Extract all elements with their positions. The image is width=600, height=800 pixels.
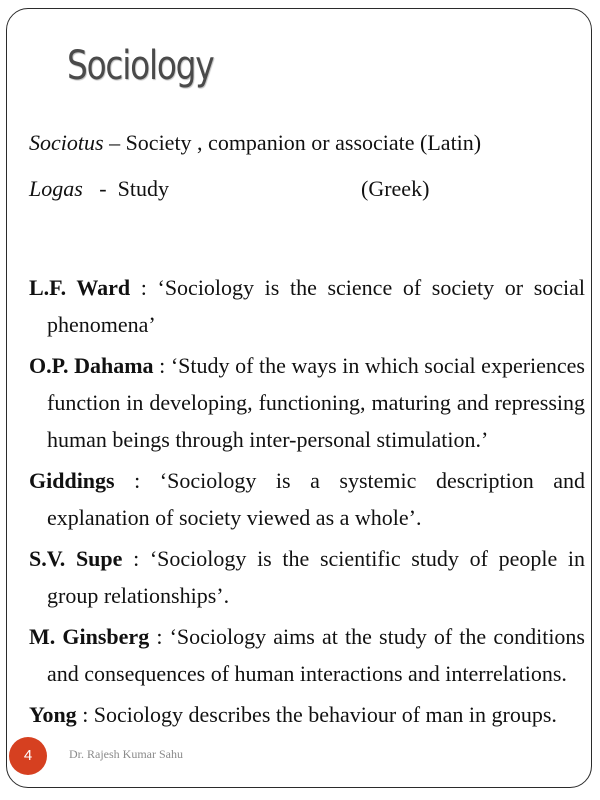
definition-text: : ‘Sociology is the scientific study of people in group relationships’. xyxy=(47,546,585,608)
author-name: O.P. Dahama xyxy=(29,353,154,378)
definition-text: : Sociology describes the behaviour of man in groups. xyxy=(76,702,557,727)
author-name: Yong xyxy=(29,702,77,727)
author-name: M. Ginsberg xyxy=(29,624,150,649)
definition-text: : ‘Sociology is a systemic description and explanation of society viewed as a whole’. xyxy=(47,468,585,530)
etymology-row xyxy=(29,129,585,175)
author-name: S.V. Supe xyxy=(29,546,123,571)
author-name: Giddings xyxy=(29,468,115,493)
etymology-separator: – xyxy=(103,130,126,155)
etymology-term: Logas xyxy=(29,176,83,201)
definition-ward xyxy=(29,269,585,343)
slide-content xyxy=(29,129,585,737)
slide-title: Sociology xyxy=(67,43,214,89)
page-number-badge: 4 xyxy=(9,737,47,775)
definition-giddings xyxy=(29,462,585,536)
etymology-meaning: Study xyxy=(117,176,169,201)
definition-ginsberg xyxy=(29,618,585,692)
definition-yong xyxy=(29,696,585,733)
definition-text: : ‘Sociology aims at the study of the conditions and consequences of human interactions and interrelations. xyxy=(47,624,585,686)
etymology-separator: - xyxy=(82,176,118,201)
slide-frame xyxy=(6,8,592,788)
definition-dahama xyxy=(29,347,585,458)
definition-supe xyxy=(29,540,585,614)
footer-author: Dr. Rajesh Kumar Sahu xyxy=(69,747,183,761)
etymology-meaning: Society , companion or associate (Latin) xyxy=(125,130,482,155)
author-name: L.F. Ward xyxy=(29,275,131,300)
definition-text: : ‘Sociology is the science of society or social phenomena’ xyxy=(47,275,586,337)
etymology-language: (Greek) xyxy=(361,176,430,201)
etymology-term: Sociotus xyxy=(29,130,104,155)
definition-text: : ‘Study of the ways in which social experiences function in developing, functioning, maturing and repressing human beings through inter-personal stimulation.’ xyxy=(47,353,585,452)
etymology-row xyxy=(29,175,585,221)
